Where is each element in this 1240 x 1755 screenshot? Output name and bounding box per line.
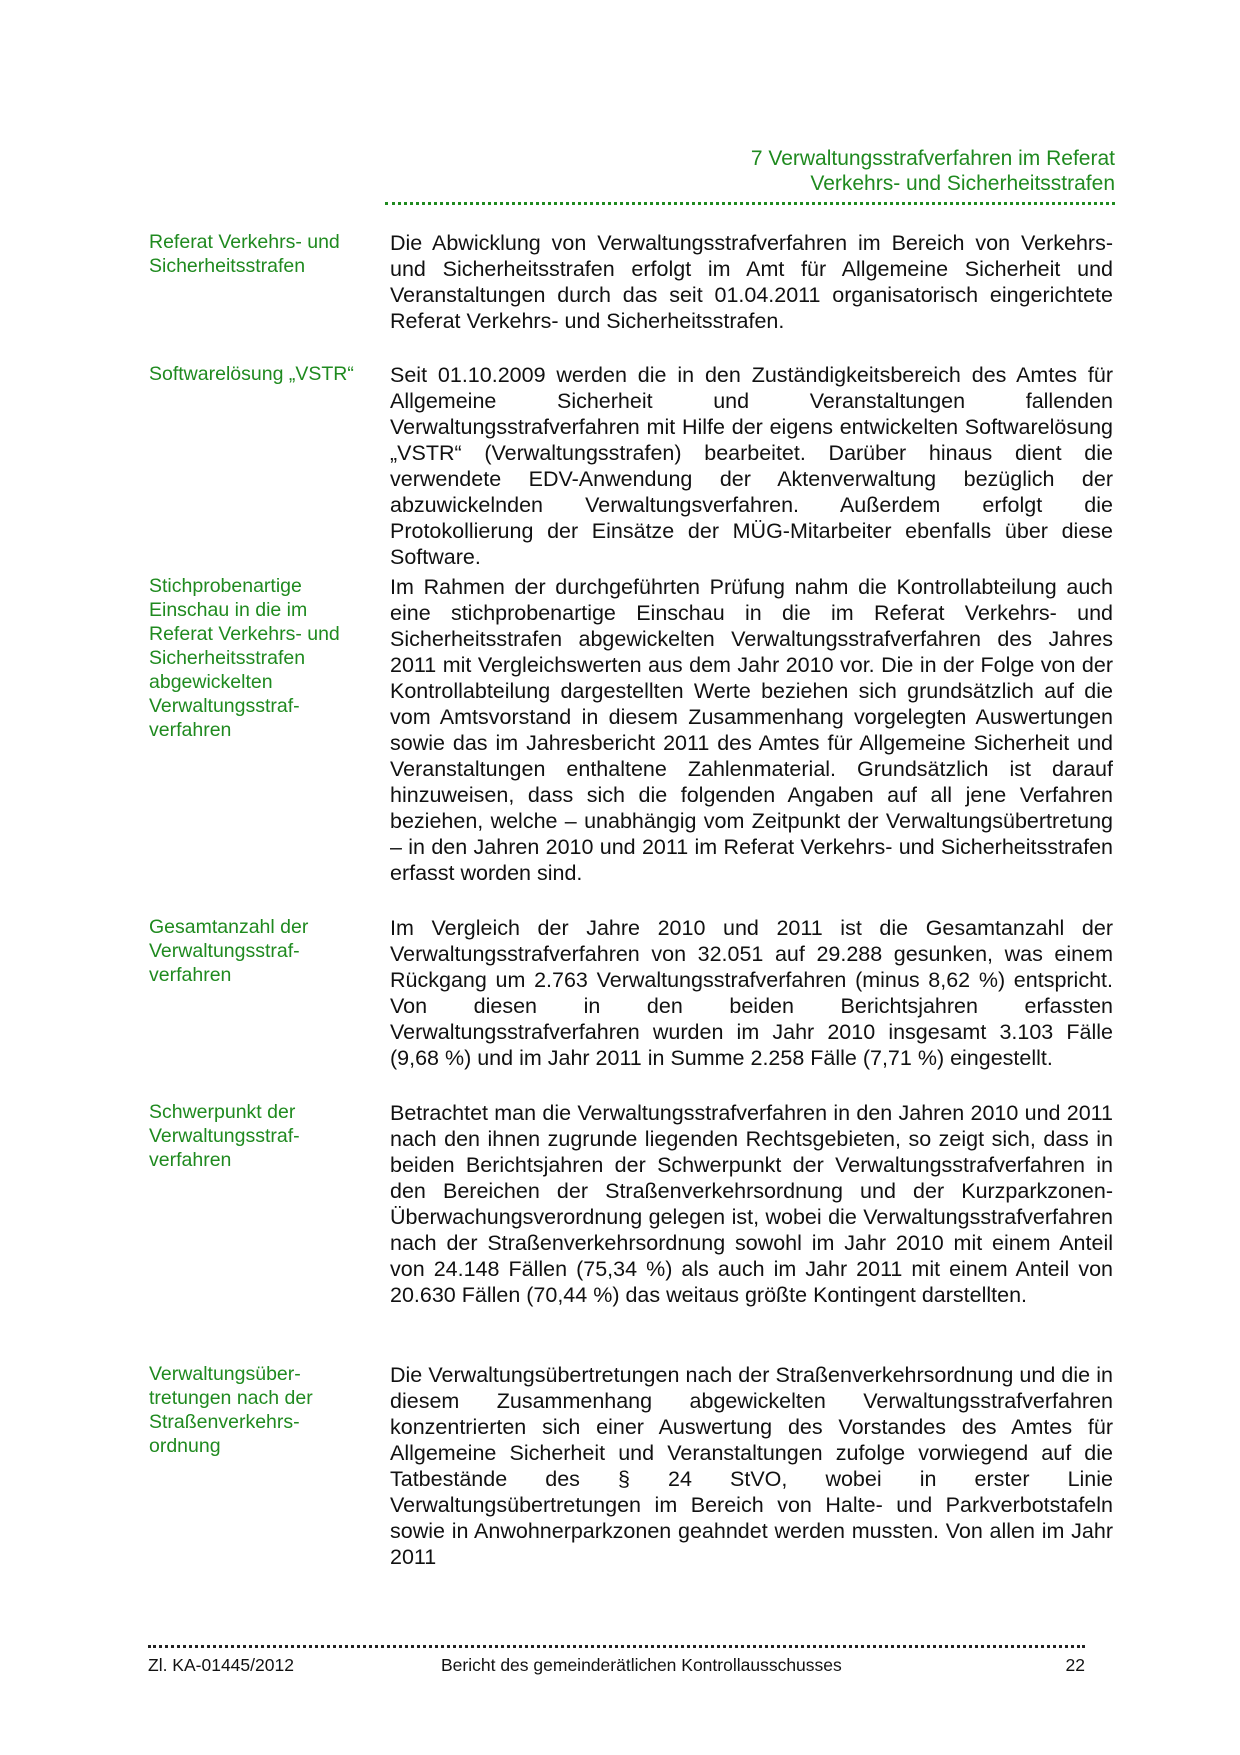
margin-label-stichprobe: Stichprobenartige Einschau in die im Referat Verkehrs- und Sicherheitsstrafen abgewickelten Verwaltungsstraf-verfahren <box>149 575 340 741</box>
footer-divider <box>148 1645 1085 1648</box>
paragraph-schwerpunkt: Betrachtet man die Verwaltungsstrafverfahren in den Jahren 2010 und 2011 nach den ihnen zugrunde liegenden Rechtsgebieten, so zeigt sich, dass in beiden Berichtsjahren der Schwerpunkt der Verwaltungsstrafverfahren in den Bereichen der Straßenverkehrsordnung und der Kurzparkzonen-Überwachungsverordnung gelegen ist, wobei die Verwaltungsstrafverfahren nach der Straßenverkehrsordnung sowohl im Jahr 2010 mit einem Anteil von 24.148 Fällen (75,34 %) als auch im Jahr 2011 mit einem Anteil von 20.630 Fällen (70,44 %) das weitaus größte Kontingent darstellten. <box>390 1101 1113 1307</box>
footer-title: Bericht des gemeinderätlichen Kontrollausschusses <box>441 1655 842 1675</box>
margin-label-schwerpunkt: Schwerpunkt der Verwaltungsstraf-verfahren <box>149 1101 300 1171</box>
chapter-header-line2: Verkehrs- und Sicherheitsstrafen <box>810 172 1115 195</box>
paragraph-software: Seit 01.10.2009 werden die in den Zuständigkeitsbereich des Amtes für Allgemeine Sicherheit und Veranstaltungen fallenden Verwaltungsstrafverfahren mit Hilfe der eigens entwickelten Softwarelösung „VSTR“ (Verwaltungsstrafen) bearbeitet. Darüber hinaus dient die verwendete EDV-Anwendung der Aktenverwaltung bezüglich der abzuwickelnden Verwaltungsverfahren. Außerdem erfolgt die Protokollierung der Einsätze der MÜG-Mitarbeiter ebenfalls über diese Software. <box>390 363 1113 569</box>
paragraph-stvo: Die Verwaltungsübertretungen nach der Straßenverkehrsordnung und die in diesem Zusammenhang abgewickelten Verwaltungsstrafverfahren konzentrierten sich einer Auswertung des Vorstandes des Amtes für Allgemeine Sicherheit und Veranstaltungen zufolge vorwiegend auf die Tatbestände des § 24 StVO, wobei in erster Linie Verwaltungsübertretungen im Bereich von Halte- und Parkverbotstafeln sowie in Anwohnerparkzonen geahndet werden mussten. Von allen im Jahr 2011 <box>390 1363 1113 1569</box>
page-number: 22 <box>1065 1655 1085 1675</box>
chapter-header-line1: 7 Verwaltungsstrafverfahren im Referat <box>750 147 1115 170</box>
margin-label-stvo: Verwaltungsüber-tretungen nach der Straßenverkehrs-ordnung <box>149 1363 313 1457</box>
paragraph-stichprobe: Im Rahmen der durchgeführten Prüfung nahm die Kontrollabteilung auch eine stichprobenartige Einschau in die im Referat Verkehrs- und Sicherheitsstrafen abgewickelten Verwaltungsstrafverfahren des Jahres 2011 mit Vergleichswerten aus dem Jahr 2010 vor. Die in der Folge von der Kontrollabteilung dargestellten Werte beziehen sich grundsätzlich auf die vom Amtsvorstand in diesem Zusammenhang vorgelegten Auswertungen sowie das im Jahresbericht 2011 des Amtes für Allgemeine Sicherheit und Veranstaltungen enthaltene Zahlenmaterial. Grundsätzlich ist darauf hinzuweisen, dass sich die folgenden Angaben auf all jene Verfahren beziehen, welche – unabhängig vom Zeitpunkt der Verwaltungsübertretung – in den Jahren 2010 und 2011 im Referat Verkehrs- und Sicherheitsstrafen erfasst worden sind. <box>390 575 1113 885</box>
margin-label-gesamtanzahl: Gesamtanzahl der Verwaltungsstraf-verfahren <box>149 916 309 986</box>
footer-reference: Zl. KA-01445/2012 <box>148 1655 294 1675</box>
margin-label-referat: Referat Verkehrs- und Sicherheitsstrafen <box>149 231 340 277</box>
chapter-header <box>385 146 1115 196</box>
page-footer <box>148 1655 1085 1679</box>
paragraph-gesamtanzahl: Im Vergleich der Jahre 2010 und 2011 ist die Gesamtanzahl der Verwaltungsstrafverfahren von 32.051 auf 29.288 gesunken, was einem Rückgang um 2.763 Verwaltungsstrafverfahren (minus 8,62 %) entspricht. Von diesen in den beiden Berichtsjahren erfassten Verwaltungsstrafverfahren wurden im Jahr 2010 insgesamt 3.103 Fälle (9,68 %) und im Jahr 2011 in Summe 2.258 Fälle (7,71 %) eingestellt. <box>390 916 1113 1070</box>
header-divider <box>385 202 1115 205</box>
margin-label-software: Softwarelösung „VSTR“ <box>149 363 354 385</box>
paragraph-referat: Die Abwicklung von Verwaltungsstrafverfahren im Bereich von Verkehrs- und Sicherheitsstrafen erfolgt im Amt für Allgemeine Sicherheit und Veranstaltungen durch das seit 01.04.2011 organisatorisch eingerichtete Referat Verkehrs- und Sicherheitsstrafen. <box>390 231 1113 333</box>
